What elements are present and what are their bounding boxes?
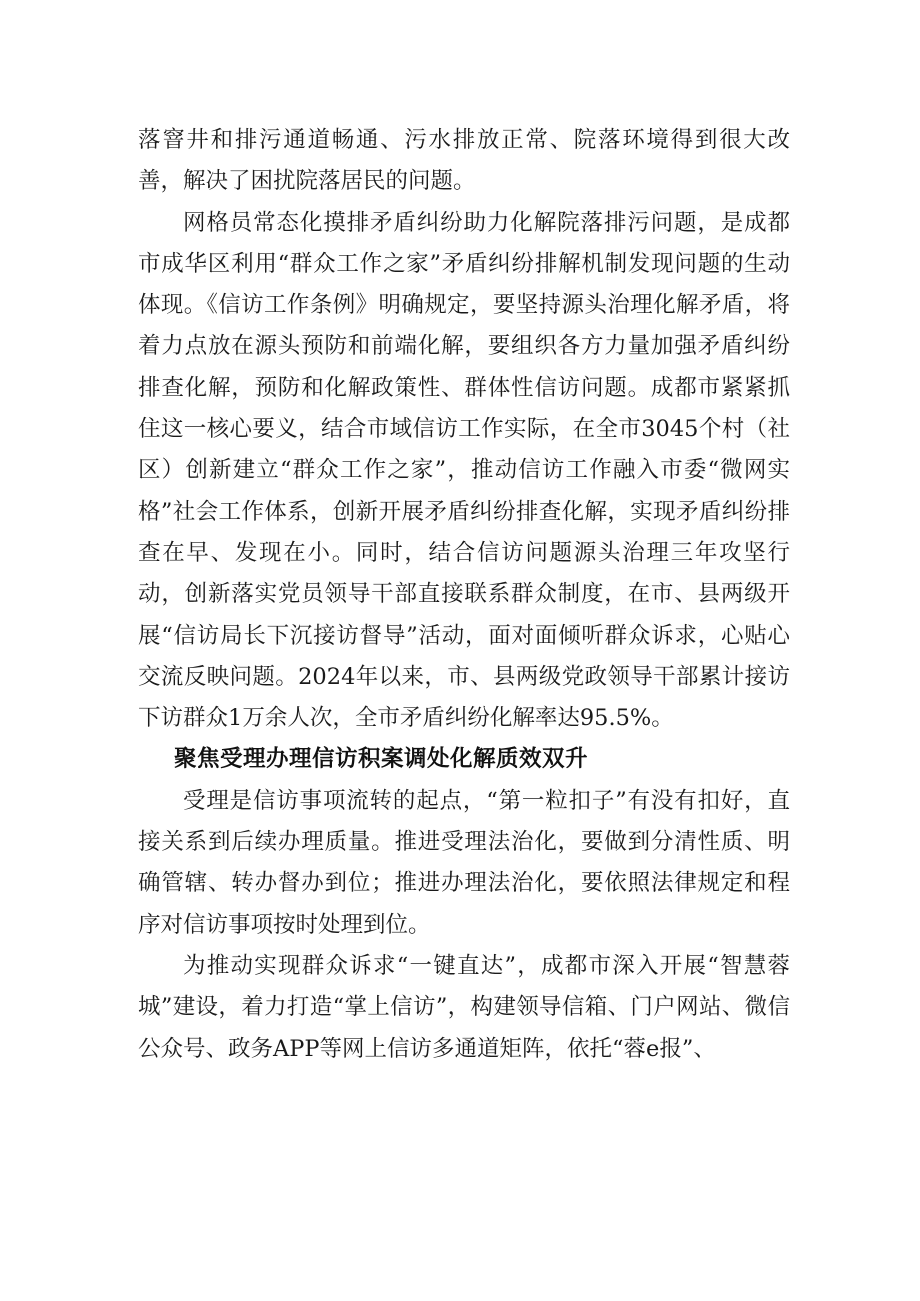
document-body <box>138 120 790 1070</box>
paragraph-acceptance: 受理是信访事项流转的起点，“第一粒扣子”有没有扣好，直接关系到后续办理质量。推进受理法治化，要做到分清性质、明确管辖、转办督办到位；推进办理法治化，要依照法律规定和程序对信访事项按时处理到位。 <box>138 787 790 938</box>
paragraph-continued: 落窨井和排污通道畅通、污水排放正常、院落环境得到很大改善，解决了困扰院落居民的问题。 <box>138 127 790 195</box>
section-heading: 聚焦受理办理信访积案调处化解质效双升 <box>174 746 589 773</box>
paragraph-grid-mediation: 网格员常态化摸排矛盾纠纷助力化解院落排污问题，是成都市成华区利用“群众工作之家”矛盾纠纷排解机制发现问题的生动体现。《信访工作条例》明确规定，要坚持源头治理化解矛盾，将着力点放在源头预防和前端化解，要组织各方力量加强矛盾纠纷排查化解，预防和化解政策性、群体性信访问题。成都市紧紧抓住这一核心要义，结合市域信访工作实际，在全市3045个村（社区）创新建立“群众工作之家”，推动信访工作融入市委“微网实格”社会工作体系，创新开展矛盾纠纷排查化解，实现矛盾纠纷排查在早、发现在小。同时，结合信访问题源头治理三年攻坚行动，创新落实党员领导干部直接联系群众制度，在市、县两级开展“信访局长下沉接访督导”活动，面对面倾听群众诉求，心贴心交流反映问题。2024年以来，市、县两级党政领导干部累计接访下访群众1万余人次，全市矛盾纠纷化解率达95.5%。 <box>138 209 790 732</box>
paragraph-smart-city: 为推动实现群众诉求“一键直达”，成都市深入开展“智慧蓉城”建设，着力打造“掌上信访”，构建领导信箱、门户网站、微信公众号、政务APP等网上信访多通道矩阵，依托“蓉e报”、 <box>138 952 790 1062</box>
